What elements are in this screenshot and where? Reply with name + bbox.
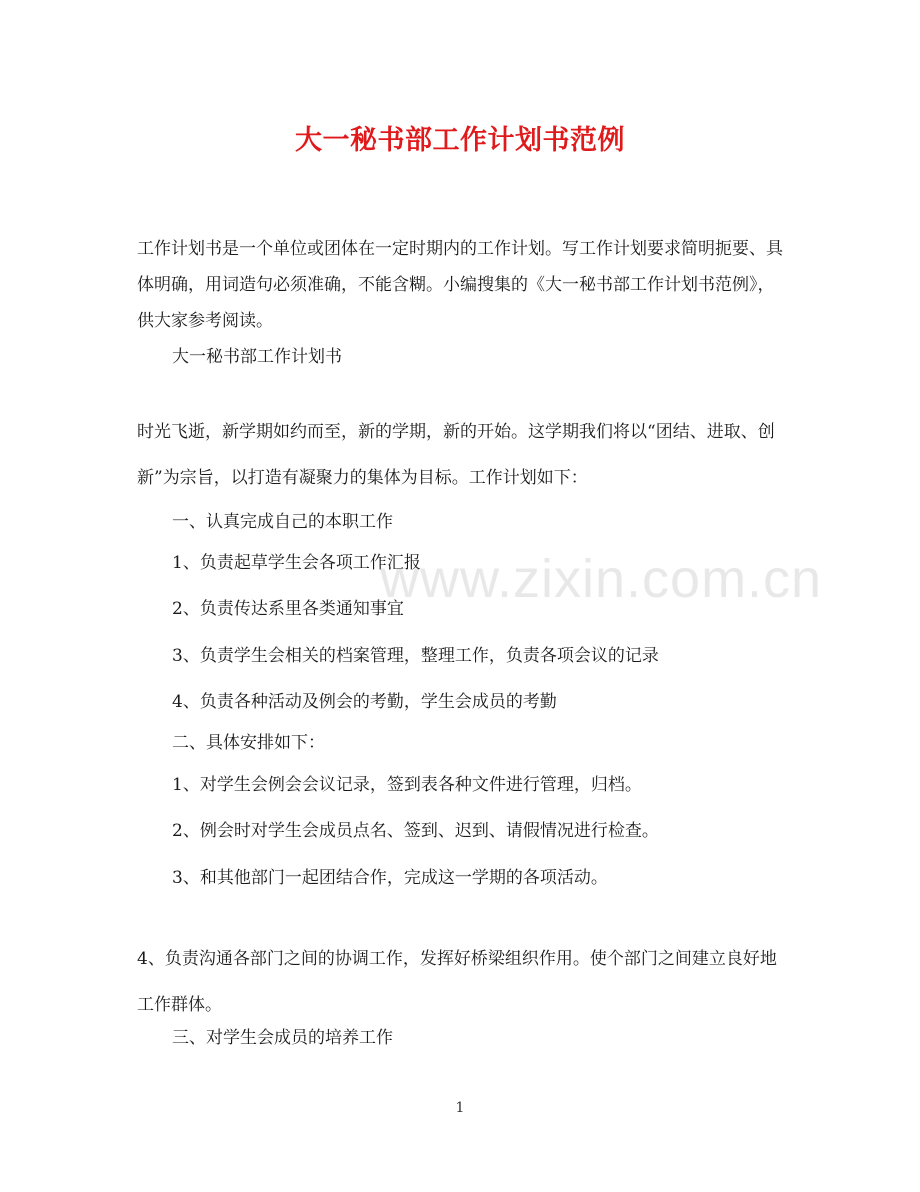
section1-heading: 一、认真完成自己的本职工作 [172,512,393,532]
section3-heading: 三、对学生会成员的培养工作 [172,1028,393,1048]
list-item: 3、和其他部门一起团结合作，完成这一学期的各项活动。 [172,868,608,888]
list-item: 3、负责学生会相关的档案管理，整理工作，负责各项会议的记录 [172,646,659,666]
watermark: www.zixin.com.cn [380,549,823,609]
list-item: 4、负责各种活动及例会的考勤，学生会成员的考勤 [172,692,557,712]
list-item: 1、负责起草学生会各项工作汇报 [172,553,421,573]
page-number: 1 [455,1100,465,1116]
opening-paragraph: 时光飞逝，新学期如约而至，新的学期，新的开始。这学期我们将以“团结、进取、创新”为宗旨，以打造有凝聚力的集体为目标。工作计划如下： [137,422,775,488]
list-item: 1、对学生会例会会议记录，签到表各种文件进行管理，归档。 [172,775,642,795]
list-item: 2、负责传达系里各类通知事宜 [172,599,404,619]
section2-heading: 二、具体安排如下： [172,733,325,753]
subtitle: 大一秘书部工作计划书 [172,347,342,367]
section2-extra-paragraph: 4、负责沟通各部门之间的协调工作，发挥好桥梁组织作用。使个部门之间建立良好地工作群体。 [137,949,777,1015]
document-title: 大一秘书部工作计划书范例 [295,125,625,156]
list-item: 2、例会时对学生会成员点名、签到、迟到、请假情况进行检查。 [172,821,659,841]
intro-paragraph: 工作计划书是一个单位或团体在一定时期内的工作计划。写工作计划要求简明扼要、具体明确，用词造句必须准确，不能含糊。小编搜集的《大一秘书部工作计划书范例》，供大家参考阅读。 [137,239,783,331]
